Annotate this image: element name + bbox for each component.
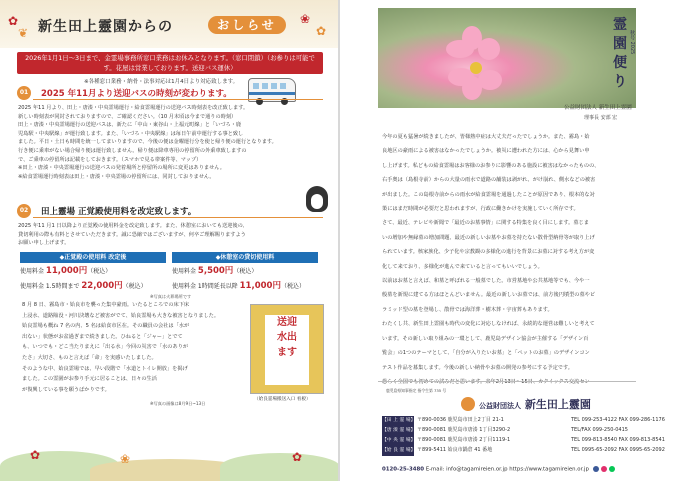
fee-table-header: ◆休憩室の貸切使用料: [172, 252, 318, 263]
text-line: 貸切利用の際も有料とさせていただきます。誠に恐縮ではございますが、何卒ご理解賜りますよう: [18, 231, 246, 238]
text-line: 化して来ており、多様化が進んで来ていると言ってもいいでしょう。: [382, 263, 543, 270]
instagram-icon[interactable]: [601, 466, 607, 472]
text-line: さて、最近、テレビや新聞で「最近のお墓事情」に関する特集を良く目にします。墓じま: [382, 220, 589, 227]
line-icon[interactable]: [609, 466, 615, 472]
flower-icon: ❀: [120, 452, 131, 466]
text-line: ました。この霊園がお参り手元に居ることは、日々の生活: [22, 376, 157, 383]
photo-note: ※写真の画像は8月9日~13日: [150, 401, 206, 406]
section-title: 田上靈場 正覚殿使用料を改定致します。: [41, 207, 197, 217]
contact-row: 【唐 湊 霊 場】 〒890-0081 鹿児島市唐湊 1丁目3290-2 TEL/FAX 099-250-0415: [382, 425, 648, 435]
footer-divider: [378, 381, 636, 382]
leaf-icon: ❦: [18, 26, 29, 40]
facebook-icon[interactable]: [593, 466, 599, 472]
flower-icon: ❀: [300, 12, 311, 26]
text-line: 8 月 8 日、霧島市・姶良市を襲った集中豪雨。いたるところでの床下床: [22, 302, 190, 308]
text-line: います。その新しい取り組みの一環として、鹿児島デザイン協会が主催する「デザイン百: [382, 335, 589, 342]
text-line: いの増加や無縁墓の増加問題、最近の新しいお墓やお墓を持たない散骨型納骨等が取り上げ: [382, 234, 595, 241]
text-line: 以前はお墓と言えば、和墓と呼ばれる一般墓でした。市営墓地や公共墓地等でも、今や一: [382, 278, 590, 285]
text-line: 出ない」状態がお盆過ぎまで続きました。ひねると「ジャー」とでて: [22, 333, 183, 340]
sign-text: 水出: [277, 332, 297, 343]
fee-row: 使用料金 5,500円（税込）: [172, 266, 258, 276]
left-header: [0, 0, 340, 48]
sign-text: 送迎: [277, 317, 297, 328]
right-page: [340, 0, 680, 481]
org-name: 公益財団法人 新生田上霊園: [564, 105, 632, 111]
text-line: テスト作品を募集します。今後の新しい納骨やお墓の開発の参考にする予定です。: [382, 364, 573, 371]
flower-icon: ✿: [30, 448, 41, 462]
section-number: 02: [17, 204, 31, 218]
photo-top-caption: ※写真は火葬場所です: [150, 294, 192, 299]
text-line: で、ご乗車の停留所は記載をしておきます。（スマホで見る帯案件等、マップ）: [18, 156, 202, 163]
author: 理事長 安部 宏: [584, 115, 618, 121]
flower-icon: ✿: [316, 24, 327, 38]
foundation-name: [479, 396, 591, 412]
text-line: 2025 年11 月1 日以降より正覚殿の使用料金を改定致します。また、休憩室においても送迎後の、: [18, 223, 248, 229]
text-line: ラミッド型の墓を登場し、散骨では海洋葬・樹木葬・宇宙葬もあります。: [382, 306, 553, 313]
title-char: 園: [613, 36, 627, 52]
fee-table-shokakuden: [20, 252, 166, 293]
section-2-heading: [17, 204, 323, 218]
text-line: 上浸水、道路陥没・河川決壊など被害がでて、姶良霊場も大きな被害となりました。: [22, 312, 220, 319]
text-line: わたくし共、新生田上霊園も時代の変化に対応しなければ、永続的な運営は難しいと考えて: [382, 321, 595, 328]
text-line: 覧会」の1つのテーマとして、「自分が入りたいお墓」と「ペットのお墓」のデザインコン: [382, 350, 590, 357]
text-line: 田上・唐湊・中央霊場運行の送迎バスは、新たに「中山・東谷山・上福元町線」と「いづろ・鹿: [18, 122, 242, 129]
name-main: 新生田上靈園: [524, 398, 591, 411]
fee-row: 使用料金 1.5時間まで 22,000円（税込）: [20, 281, 147, 291]
contact-row: 【田 上 霊 場】 〒890-0036 鹿児島市田上2丁目 21-1 TEL 099-253-4122 FAX 099-286-1176: [382, 415, 648, 425]
text-line: たさ」大切さ、ものと言えば「命」を実感いたしました。: [22, 354, 157, 361]
name-prefix: 公益財団法人: [479, 402, 521, 410]
fee-table-rest-room: [172, 252, 318, 293]
section-2-text: [18, 222, 304, 248]
greeting-article: [382, 130, 652, 389]
flower-center: [470, 62, 482, 74]
sign-text: ます: [277, 347, 297, 358]
title-char: り: [613, 74, 627, 90]
section-number: 01: [17, 86, 31, 100]
text-line: 良地区の豪雨による被害はなかったでしょうか。被災に遭われた方には、心から見舞い申: [382, 148, 590, 155]
text-line: し上げます。私どもの給食霊場はお客様のお参りに影響のある施設に被害はなかったものの、: [382, 162, 600, 169]
sign-photo: [250, 304, 324, 394]
contact-list: [382, 415, 665, 455]
footer-decoration: [0, 400, 340, 481]
text-line: 策にはまだ時間が必要だと思われますが、行政に働きかけを実施していく所存です。: [382, 206, 579, 213]
free-dial[interactable]: 0120-25-3480: [382, 466, 424, 473]
section-1-heading: [17, 86, 323, 100]
fee-table-header: ◆正覚殿の使用料 改定後: [20, 252, 166, 263]
text-line: 児島駅・中央駅線」が運行致します。また、「いづろ・中央駅線」は毎日午前中運行する事と致し: [18, 130, 244, 137]
notice-badge: おしらせ: [208, 16, 286, 34]
water-sign: [265, 315, 309, 385]
fee-row: 使用料金 11,000円（税込）: [20, 266, 112, 276]
text-line: お願い申し上げます。: [18, 240, 70, 247]
text-line: ※田上・唐湊・中央霊場運行の送迎バスの発着場所と停留所の場所に変更はありません。: [18, 165, 225, 172]
fee-row: 使用料金 1時間延長以降 11,000円（税込）: [172, 281, 305, 291]
email-link[interactable]: E-mail: info@tagamireien.or.jp: [425, 466, 508, 473]
title-char: 便: [613, 55, 627, 71]
text-line: 姶良霊場も概ね 7 名の内、5 名は給食市区在。その職員の会社は「水が: [22, 323, 190, 330]
season-label: 秋号 2025: [629, 30, 635, 55]
flood-story: [22, 300, 242, 395]
text-line: 2025 年11 月より、田上・唐湊・中央霊場運行・給食霊場運行の送迎バス時刻表を改正致します。: [18, 105, 249, 111]
closure-text: 2026年1月1日～3日まで、金霊場事務所窓口業務はお休みとなります。（窓口閉鎖）（お参りは可能です。花屋は営業しております。送迎バス運休）: [25, 54, 315, 72]
text-line: られています。核家族化、少子化や宗教観の多様化の進行を背景にお墓に対する考え方が変: [382, 249, 595, 256]
footer-contact: [382, 466, 615, 473]
flower-icon: ✿: [292, 450, 303, 464]
section-title: 2025 年11月より送迎バスの時刻が変わります。: [41, 89, 232, 99]
text-line: ました。平日・土日も時間を統一してまいりますので、今後の便は金曜運行分を使と帰り便の運行となります。: [18, 139, 277, 146]
text-line: 新しい時刻表が同封されておりますので、ご確認ください。（10 月末頃は今まで通りの時刻）: [18, 113, 237, 120]
text-line: が復興している事を願うばかりです。: [22, 386, 110, 393]
text-line: も、いつでも・どこ当たりまえに「出る水」今回の災害で「水のありが: [22, 344, 189, 351]
cosmos-photo: [378, 8, 636, 108]
website-link[interactable]: https://www.tagamireien.or.jp: [509, 466, 589, 473]
closure-notice: [17, 52, 323, 74]
text-line: そのような中、姶良霊場では、早い段階で「水道とトイレ開放」を掲げ: [22, 365, 188, 372]
text-line: 般墓を新規に建てる方はほとんどいません。最近の新しいお墓では、前方後円墳型の墓やピ: [382, 292, 596, 299]
contact-row: 【中 央 霊 場】 〒890-0081 鹿児島市唐湊 2丁目1119-1 TEL 099-813-8540 FAX 099-813-8541: [382, 435, 648, 445]
text-line: ※給食霊場運行時刻表は田上・唐湊・中央霊場の停留所には、同封しておりません。: [18, 173, 215, 180]
photo-caption: （姶良霊場搬送入口 看板）: [254, 397, 311, 402]
text-line: 行き便に乗車がない場合帰り便は運行致しません。帰り便は降車専用の停留所の外乗車致しますの: [18, 147, 247, 154]
contact-row: 【姶 良 霊 場】 〒899-5411 姶良市鍋倉 41 番地 TEL 0995-65-2092 FAX 0995-65-2092: [382, 445, 648, 455]
flower-icon: ✿: [8, 14, 19, 28]
logo-icon: [461, 397, 475, 411]
text-line: が出ました。この島根寺前からの雨水が給食霊場を通過したことが原因であり、根本的な対: [382, 191, 595, 198]
title-char: 霊: [613, 17, 627, 33]
left-title: 新生田上靈園からの: [38, 19, 173, 35]
text-line: 今年の夏も猛暑が続きましたが、皆様熱中症は大丈夫だったでしょうか。また、霧島・姶: [382, 134, 590, 140]
section-1-text: [18, 104, 304, 181]
text-line: 右手奥は（島根寺前）からの大量の雨水で道路の舗装は剥がれ、がけ崩れ、側水などの被害: [382, 177, 596, 184]
closure-note: ※各種窓口業務・納骨・法事対応は1月4日より対応致します。: [84, 79, 239, 85]
license-info: 鹿児島県知事指定 指令生第 735 号: [386, 388, 447, 393]
